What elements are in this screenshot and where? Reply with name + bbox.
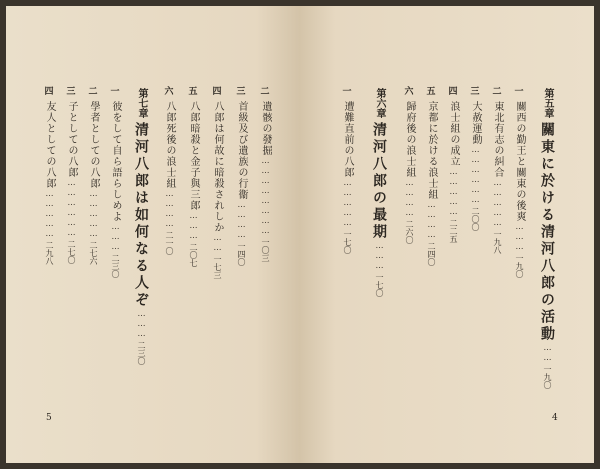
dot-leader: ……… (137, 309, 146, 339)
dot-leader: …………… (343, 178, 352, 228)
toc-entry (236, 88, 246, 266)
entry-page: 二〇〇 (471, 207, 480, 231)
chapter-number: 第五章 (542, 88, 553, 118)
entry-page: 一九〇 (515, 254, 524, 278)
chapter-heading (372, 88, 386, 297)
page-number: 5 (46, 413, 52, 423)
right-page (300, 6, 594, 463)
chapter-heading (134, 88, 148, 365)
entry-title: 京都に於ける浪士組 (426, 101, 437, 200)
entry-title: 首級及び遺族の行衞 (236, 101, 247, 200)
entry-title: 學者としての八郎 (88, 101, 99, 189)
entry-number: 四 (448, 87, 458, 97)
entry-number: 四 (212, 87, 222, 97)
toc-entry (404, 88, 414, 244)
entry-number: 二 (492, 87, 502, 97)
entry-number: 三 (470, 87, 480, 97)
entry-page: 二一〇 (165, 231, 174, 255)
entry-number: 一 (514, 87, 524, 97)
entry-page: 二七六 (89, 241, 98, 265)
entry-page: 一七〇 (343, 230, 352, 254)
toc-entry (110, 88, 120, 278)
entry-title: 子としての八郎 (66, 101, 77, 178)
toc-entry (426, 88, 436, 266)
chapter-title: 關東に於ける清河八郎の活動 (539, 122, 555, 343)
dot-leader: ……… (111, 222, 120, 252)
toc-entry (470, 88, 480, 231)
chapter-title: 清河八郎の最期 (371, 122, 387, 241)
entry-title: 大赦運動 (470, 101, 481, 145)
entry-title: 歸府後の浪士組 (404, 101, 415, 178)
dot-leader: …… (213, 233, 222, 253)
entry-number: 三 (236, 87, 246, 97)
entry-title: 八郎死後の浪士組 (164, 101, 175, 189)
entry-page: 二二五 (449, 219, 458, 243)
chapter-number: 第六章 (374, 88, 385, 118)
dot-leader: …………… (89, 189, 98, 239)
entry-title: 關西の勤王と關東の後爽 (514, 101, 525, 222)
entry-title: 彼をして自ら語らしめよ (110, 101, 121, 222)
entry-page: 二四〇 (427, 242, 436, 266)
dot-leader: ………… (237, 200, 246, 240)
toc-entry (260, 88, 270, 262)
entry-title: 遭難直前の八郎 (342, 101, 353, 178)
entry-number: 一 (342, 87, 352, 97)
entry-title: 友人としての八郎 (44, 101, 55, 189)
entry-title: 八郎暗殺と金子與三郎 (188, 101, 199, 211)
toc-entry (164, 88, 174, 255)
chapter-heading (540, 88, 554, 389)
dot-leader: ……………… (67, 178, 76, 238)
entry-number: 四 (44, 87, 54, 97)
entry-page: 一九〇 (543, 365, 552, 389)
entry-page: 二七〇 (67, 240, 76, 264)
toc-entry (44, 88, 54, 265)
toc-entry (514, 88, 524, 278)
dot-leader: ………… (427, 200, 436, 240)
entry-page: 二三〇 (137, 341, 146, 365)
chapter-title: 清河八郎は如何なる人ぞ (133, 122, 149, 309)
entry-page: 一四〇 (237, 242, 246, 266)
entry-page: 二〇七 (189, 243, 198, 267)
dot-leader: …………… (493, 178, 502, 228)
entry-number: 二 (260, 87, 270, 97)
dot-leader: ……… (375, 241, 384, 271)
entry-title: 浪士組の成立 (448, 101, 459, 167)
entry-page: 一〇三 (261, 238, 270, 262)
toc-entry (188, 88, 198, 267)
entry-number: 六 (404, 87, 414, 97)
entry-number: 六 (164, 87, 174, 97)
entry-page: 一七三 (213, 255, 222, 279)
dot-leader: ……… (515, 222, 524, 252)
page-number: 4 (552, 413, 558, 423)
entry-number: 二 (88, 87, 98, 97)
dot-leader: ……… (189, 211, 198, 241)
entry-number: 五 (426, 87, 436, 97)
entry-page: 一九八 (493, 230, 502, 254)
dot-leader: ………… (405, 178, 414, 218)
toc-entry (448, 88, 458, 243)
chapter-number: 第七章 (136, 88, 147, 118)
dot-leader: ……………… (471, 145, 480, 205)
dot-leader: …………………… (261, 156, 270, 236)
toc-entry (212, 88, 222, 279)
dot-leader: …… (543, 343, 552, 363)
toc-entry (492, 88, 502, 254)
entry-title: 八郎は何故に暗殺されしか (212, 101, 223, 233)
entry-page: 二九八 (45, 241, 54, 265)
entry-number: 三 (66, 87, 76, 97)
entry-page: 二六〇 (405, 220, 414, 244)
dot-leader: ………… (165, 189, 174, 229)
entry-page: 二三〇 (111, 254, 120, 278)
dot-leader: …………… (449, 167, 458, 217)
toc-entry (342, 88, 352, 254)
dot-leader: …………… (45, 189, 54, 239)
entry-number: 五 (188, 87, 198, 97)
book-spread (6, 6, 594, 463)
toc-entry (88, 88, 98, 265)
entry-title: 遺骸の發掘 (260, 101, 271, 156)
toc-entry (66, 88, 76, 264)
entry-title: 東北有志の糾合 (492, 101, 503, 178)
entry-number: 一 (110, 87, 120, 97)
entry-page: 一七〇 (375, 273, 384, 297)
left-page (6, 6, 300, 463)
